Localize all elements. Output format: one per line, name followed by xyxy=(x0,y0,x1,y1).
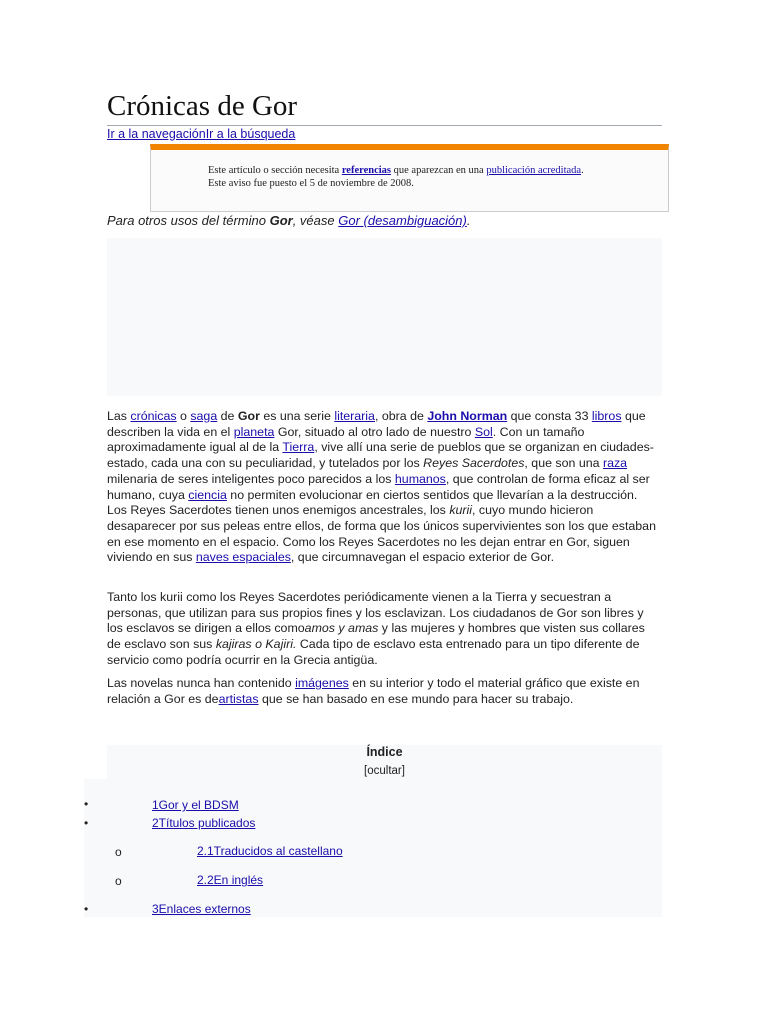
text: , que controlan de forma eficaz al ser humano, cuya xyxy=(107,471,650,502)
ad-placeholder xyxy=(107,238,662,396)
link-john-norman[interactable]: John Norman xyxy=(427,409,508,423)
text: o xyxy=(176,409,191,423)
toc-bullet: o xyxy=(115,845,122,859)
link-literaria[interactable]: literaria xyxy=(334,409,375,423)
hatnote-text: . xyxy=(466,213,471,228)
toc-item-enlaces[interactable]: 3Enlaces externos xyxy=(152,902,251,916)
link-libros[interactable]: libros xyxy=(591,409,622,423)
text: es una serie xyxy=(259,409,335,423)
hatnote-text: Para otros usos del término xyxy=(107,213,270,228)
hatnote-text: , véase xyxy=(292,213,339,228)
text: Tanto los kurii como los Reyes Sacerdotes periódicamente vienen a la Tierra y secuestran a personas, que utilizan para sus propios fines y los esclavizan. Los ciudadanos de Gor son libres y los esclavos se dirigen a ellos como xyxy=(107,590,644,636)
jump-to-navigation-link[interactable]: Ir a la navegación xyxy=(107,127,206,141)
link-sol[interactable]: Sol xyxy=(474,424,493,439)
paragraph-intro xyxy=(107,409,659,566)
toc-bullet: • xyxy=(84,902,89,916)
text: Cada tipo de esclavo esta entrenado para un tipo diferente de servicio como podría ocurrir en la Grecia antigüa. xyxy=(107,637,640,667)
text: Las novelas nunca han contenido xyxy=(107,676,296,690)
disambiguation-link[interactable]: Gor (desambiguación) xyxy=(338,213,467,228)
toc-bullet: o xyxy=(115,874,122,888)
text: y las mujeres y hombres que visten sus collares de esclavo son sus xyxy=(107,621,645,652)
text: . Con un tamaño aproximadamente igual al de la xyxy=(107,424,585,455)
link-raza[interactable]: raza xyxy=(602,456,628,471)
text: , obra de xyxy=(374,409,428,423)
link-ciencia[interactable]: ciencia xyxy=(188,487,227,502)
paragraph-slaves xyxy=(107,590,659,669)
toc-toggle-button[interactable]: [ocultar] xyxy=(364,765,405,777)
text: no permiten evolucionar en ciertos sentidos que llevarían a la destrucción. Los Reyes Sacerdotes tienen unos enemigos ancestrales, los xyxy=(107,487,638,518)
notice-text-part: Este artículo o sección necesita xyxy=(208,165,342,176)
paragraph-images xyxy=(107,676,659,707)
text: Las xyxy=(107,409,131,423)
jump-to-search-link[interactable]: Ir a la búsqueda xyxy=(205,127,296,141)
notice-text-part: . xyxy=(581,165,584,176)
notice-text xyxy=(208,164,668,190)
link-planeta[interactable]: planeta xyxy=(233,424,275,439)
text: , que son una xyxy=(524,456,603,471)
text: Gor, situado al otro lado de nuestro xyxy=(274,424,475,439)
jump-links xyxy=(107,127,295,141)
publication-link[interactable]: publicación acreditada xyxy=(486,165,582,176)
link-naves-espaciales[interactable]: naves espaciales xyxy=(195,550,291,565)
toc-title: Índice xyxy=(366,745,403,759)
notice-date: Este aviso fue puesto el 5 de noviembre de 2008. xyxy=(208,178,414,189)
link-artistas[interactable]: artistas xyxy=(218,691,259,706)
text: , que circumnavegan el espacio exterior de Gor. xyxy=(290,550,555,565)
text: milenaria de seres inteligentes poco parecidos a los xyxy=(107,471,395,486)
references-link[interactable]: referencias xyxy=(341,165,392,176)
link-tierra[interactable]: Tierra xyxy=(282,440,315,455)
italic-amos: amos y amas xyxy=(304,621,379,636)
italic-kajiras: kajiras o Kajiri. xyxy=(215,637,297,652)
link-cronicas[interactable]: crónicas xyxy=(130,409,177,423)
link-imagenes[interactable]: imágenes xyxy=(295,676,349,690)
italic-kurii: kurii xyxy=(449,503,473,518)
text: en su interior y todo el material gráfico que existe en relación a Gor es de xyxy=(107,676,640,706)
page-title: Crónicas de Gor xyxy=(107,90,662,126)
toc-bullet: • xyxy=(84,797,89,811)
text: que se han basado en ese mundo para hacer su trabajo. xyxy=(258,691,574,706)
text: , vive allí una serie de pueblos que se organizan en ciudades-estado, cada una con su peculiaridad, y tutelados por los xyxy=(107,440,654,471)
toc-item-gor-bdsm[interactable]: 1Gor y el BDSM xyxy=(152,798,239,812)
link-humanos[interactable]: humanos xyxy=(394,471,446,486)
toc-item-ingles[interactable]: 2.2En inglés xyxy=(197,873,264,887)
text: , cuyo mundo hicieron desaparecer por sus peleas entre ellos, de forma que los únicos supervivientes son los que estaban en ese momento en el espacio. Como los Reyes Sacerdotes no les dejan entrar en Gor, siguen viviendo en sus xyxy=(107,503,656,565)
references-notice-box xyxy=(150,144,669,212)
text: que describen la vida en el xyxy=(107,409,646,439)
toc-item-titulos[interactable]: 2Títulos publicados xyxy=(152,816,256,830)
italic-reyes-sacerdotes: Reyes Sacerdotes xyxy=(423,456,525,471)
bold-gor: Gor xyxy=(237,409,260,423)
text: de xyxy=(217,409,238,423)
notice-text-part: que aparezcan en una xyxy=(391,165,487,176)
hatnote xyxy=(107,213,470,228)
toc-bullet: • xyxy=(84,816,89,830)
hatnote-term: Gor xyxy=(269,213,293,228)
link-saga[interactable]: saga xyxy=(190,409,218,423)
text: que consta 33 xyxy=(507,409,592,423)
toc-item-traducidos[interactable]: 2.1Traducidos al castellano xyxy=(197,844,343,858)
